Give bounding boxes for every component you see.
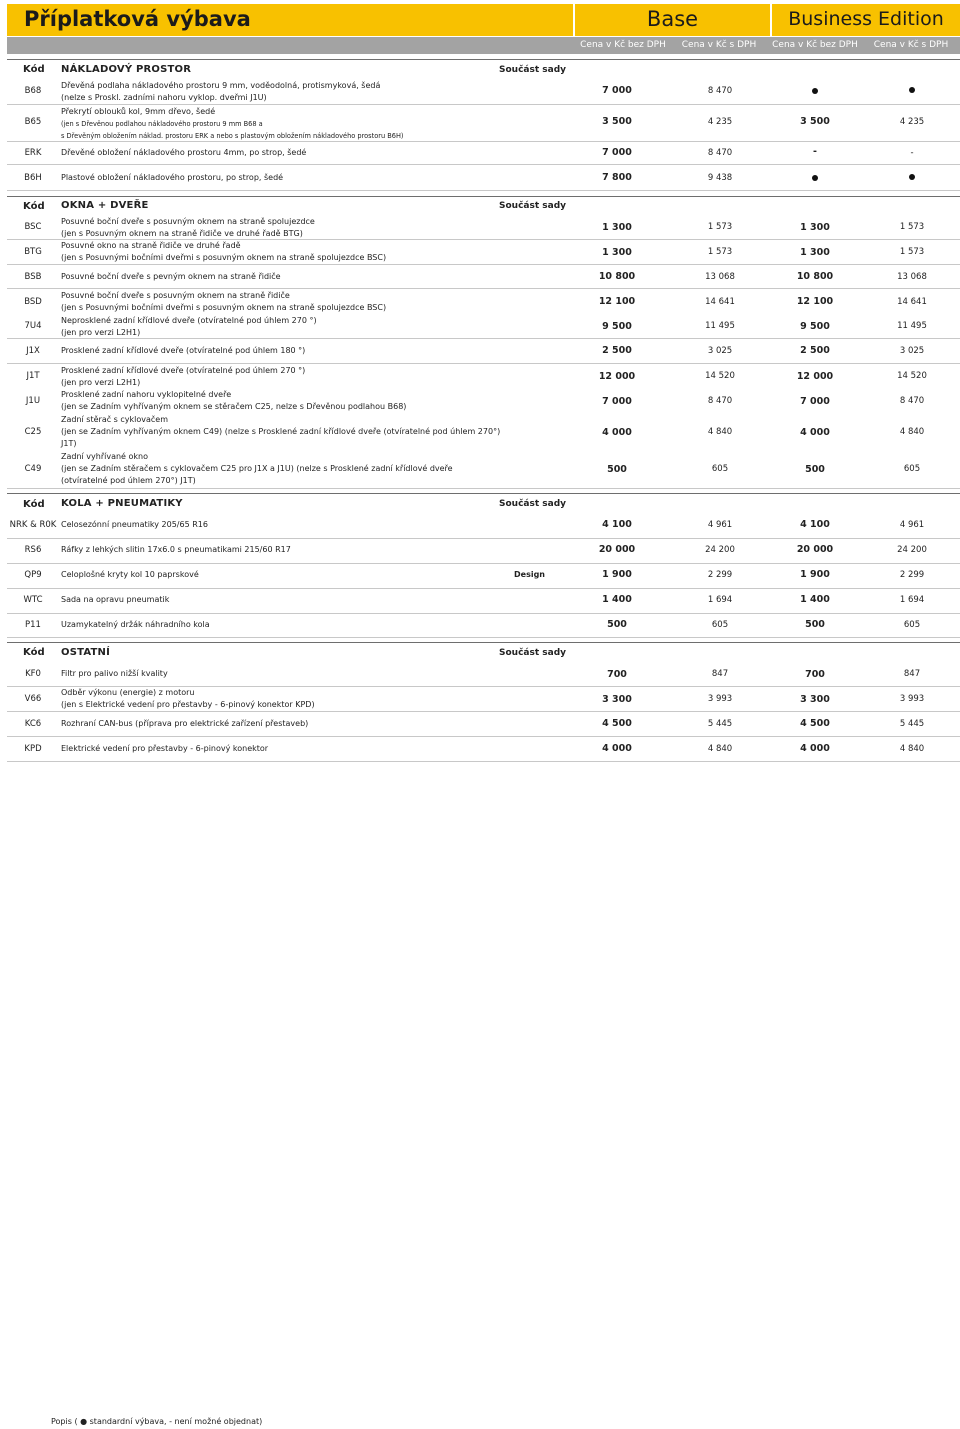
sada-value: Design	[514, 570, 545, 579]
price-business-gross: 14 520	[897, 371, 927, 381]
header-title-cell	[7, 4, 573, 36]
description-line: (jen pro verzi L2H1)	[61, 378, 141, 387]
section-title: OKNA + DVEŘE	[61, 200, 149, 211]
standard-dot-icon	[765, 86, 865, 97]
row-divider	[7, 164, 960, 165]
price-business-net: 9 500	[800, 321, 830, 332]
price-business-net: 10 800	[796, 271, 834, 282]
price-business-net: 500	[805, 619, 825, 630]
section-sada-label: Součást sady	[499, 201, 567, 211]
section-title: NÁKLADOVÝ PROSTOR	[61, 64, 192, 75]
row-code: J1U	[25, 396, 41, 406]
description-line: (nelze s Proskl. zadními nahoru vyklop. dveřmi J1U)	[61, 93, 267, 102]
not-available-mark: -	[910, 148, 914, 158]
price-business-gross: 13 068	[897, 272, 927, 282]
page-title: Příplatková výbava	[24, 7, 251, 31]
price-base-gross: 14 641	[705, 297, 735, 307]
price-base-gross: 8 470	[707, 148, 733, 158]
price-business-net: 1 300	[800, 222, 830, 233]
row-description	[61, 216, 501, 240]
price-business-net: 12 100	[796, 296, 834, 307]
row-divider	[7, 338, 960, 339]
row-description	[61, 315, 501, 339]
price-base-gross: 4 961	[707, 520, 733, 530]
row-code: QP9	[24, 570, 42, 580]
price-column-header-bar	[7, 37, 960, 54]
price-base-net: 7 000	[602, 85, 632, 96]
price-business-gross: 8 470	[899, 396, 925, 406]
row-code: V66	[24, 694, 42, 704]
row-description	[61, 172, 501, 184]
price-base-net: 12 000	[598, 371, 636, 382]
legend-footnote: Popis ( ● standardní výbava, - není možné objednat)	[51, 1417, 263, 1426]
row-code: C25	[24, 427, 42, 437]
row-description	[61, 389, 501, 413]
row-description	[61, 569, 501, 581]
column-header: Cena v Kč bez DPH	[772, 40, 858, 50]
row-code: J1X	[26, 346, 40, 356]
price-business-net: 500	[805, 464, 825, 475]
price-base-net: 3 300	[602, 694, 632, 705]
price-business-gross: 1 573	[899, 222, 925, 232]
row-code: BSD	[24, 297, 42, 307]
row-description	[61, 687, 501, 711]
price-business-gross: 5 445	[899, 719, 925, 729]
description-line: Posuvné boční dveře s posuvným oknem na straně spolujezdce	[61, 217, 315, 226]
description-line: Ráfky z lehkých slitin 17x6.0 s pneumatikami 215/60 R17	[61, 545, 291, 554]
price-base-net: 1 300	[602, 222, 632, 233]
description-line: (jen pro verzi L2H1)	[61, 328, 141, 337]
price-business-net: 3 300	[800, 694, 830, 705]
row-description	[61, 544, 501, 556]
price-base-gross: 3 025	[707, 346, 733, 356]
row-code: BSC	[24, 222, 42, 232]
price-base-net: 1 900	[602, 569, 632, 580]
price-base-net: 7 000	[602, 147, 632, 158]
price-base-net: 7 000	[602, 396, 632, 407]
price-business-net: 4 500	[800, 718, 830, 729]
description-line: (jen s Elektrické vedení pro přestavby - 6-pinový konektor KPD)	[61, 700, 315, 709]
description-line: (jen s Posuvným oknem na straně řidiče ve druhé řadě BTG)	[61, 229, 303, 238]
description-line: Posuvné boční dveře s posuvným oknem na straně řidiče	[61, 291, 290, 300]
price-base-gross: 4 840	[707, 427, 733, 437]
row-divider	[7, 736, 960, 737]
description-line: (jen s Posuvnými bočními dveřmi s posuvným oknem na straně spolujezdce BSC)	[61, 303, 387, 312]
row-code: KF0	[25, 669, 41, 679]
row-divider	[7, 563, 960, 564]
row-code: 7U4	[24, 321, 42, 331]
price-business-gross: 2 299	[899, 570, 925, 580]
price-business-gross: 3 025	[899, 346, 925, 356]
row-code: C49	[24, 464, 42, 474]
price-base-gross: 1 573	[707, 247, 733, 257]
price-business-gross: 4 840	[899, 744, 925, 754]
column-header: Cena v Kč bez DPH	[580, 40, 666, 50]
row-divider	[7, 264, 960, 265]
section-code-label: Kód	[23, 499, 45, 510]
row-divider	[7, 538, 960, 539]
row-divider	[7, 711, 960, 712]
section-sada-label: Součást sady	[499, 648, 567, 658]
description-line: (jen se Zadním vyhřívaným oknem se stěračem C25, nelze s Dřevěnou podlahou B68)	[61, 402, 407, 411]
description-line: (otvíratelné pod úhlem 270°) J1T)	[61, 476, 196, 485]
price-base-gross: 13 068	[705, 272, 735, 282]
description-line: s Dřevěným obložením náklad. prostoru ERK a nebo s plastovým obložením nákladového prostoru B6H)	[61, 132, 404, 140]
price-base-gross: 14 520	[705, 371, 735, 381]
price-base-net: 1 400	[602, 594, 632, 605]
price-base-net: 7 800	[602, 172, 632, 183]
price-base-gross: 3 993	[707, 694, 733, 704]
price-business-gross: 847	[903, 669, 921, 679]
price-base-net: 10 800	[598, 271, 636, 282]
description-line: Uzamykatelný držák náhradního kola	[61, 620, 210, 629]
price-business-net: 4 000	[800, 427, 830, 438]
price-base-net: 9 500	[602, 321, 632, 332]
price-business-net: 7 000	[800, 396, 830, 407]
price-business-net: 3 500	[800, 116, 830, 127]
price-base-net: 20 000	[598, 544, 636, 555]
not-available-mark: -	[813, 146, 817, 157]
standard-dot-icon	[862, 86, 960, 96]
price-base-gross: 11 495	[705, 321, 735, 331]
price-business-gross: 14 641	[897, 297, 927, 307]
row-code: WTC	[23, 595, 43, 605]
row-description	[61, 519, 501, 531]
row-divider	[7, 588, 960, 589]
section-sada-label: Součást sady	[499, 499, 567, 509]
price-base-gross: 2 299	[707, 570, 733, 580]
description-line: Dřevěné obložení nákladového prostoru 4mm, po strop, šedé	[61, 148, 307, 157]
description-line: Posuvné boční dveře s pevným oknem na straně řidiče	[61, 272, 281, 281]
price-business-gross: 1 694	[899, 595, 925, 605]
base-trim-label: Base	[646, 7, 699, 31]
description-line: Celosezónní pneumatiky 205/65 R16	[61, 520, 208, 529]
section-divider	[7, 642, 960, 643]
row-divider	[7, 761, 960, 762]
row-description	[61, 594, 501, 606]
row-code: KC6	[24, 719, 42, 729]
price-base-net: 700	[607, 669, 627, 680]
row-code: NRK & R0K	[9, 520, 57, 530]
row-description	[61, 106, 501, 142]
price-base-net: 4 100	[602, 519, 632, 530]
description-line: Elektrické vedení pro přestavby - 6-pinový konektor	[61, 744, 269, 753]
price-base-gross: 1 573	[707, 222, 733, 232]
section-divider	[7, 493, 960, 494]
price-business-gross: 24 200	[897, 545, 927, 555]
row-divider	[7, 104, 960, 105]
price-business-gross: 11 495	[897, 321, 927, 331]
section-divider	[7, 196, 960, 197]
row-divider	[7, 488, 960, 489]
row-description	[61, 451, 501, 487]
section-code-label: Kód	[23, 647, 45, 658]
description-line: Prosklené zadní křídlové dveře (otvíratelné pod úhlem 270 °)	[61, 366, 306, 375]
price-base-gross: 605	[711, 620, 729, 630]
price-business-gross: 605	[903, 464, 921, 474]
row-divider	[7, 363, 960, 364]
row-divider	[7, 190, 960, 191]
section-title: OSTATNÍ	[61, 647, 111, 658]
row-description	[61, 80, 501, 104]
row-description	[61, 743, 501, 755]
row-code: RS6	[24, 545, 42, 555]
description-line: Posuvné okno na straně řidiče ve druhé řadě	[61, 241, 241, 250]
price-business-gross: 4 961	[899, 520, 925, 530]
business-trim-label: Business Edition	[788, 8, 944, 30]
description-line: (jen s Posuvnými bočními dveřmi s posuvným oknem na straně spolujezdce BSC)	[61, 253, 387, 262]
description-line: Rozhraní CAN-bus (příprava pro elektrické zařízení přestaveb)	[61, 719, 309, 728]
section-sada-label: Součást sady	[499, 65, 567, 75]
section-code-label: Kód	[23, 201, 45, 212]
price-business-net: 4 000	[800, 743, 830, 754]
row-description	[61, 619, 501, 631]
price-base-net: 1 300	[602, 247, 632, 258]
row-description	[61, 668, 501, 680]
row-divider	[7, 288, 960, 289]
price-base-gross: 847	[711, 669, 729, 679]
price-base-gross: 1 694	[707, 595, 733, 605]
row-code: ERK	[24, 148, 42, 158]
price-base-net: 4 500	[602, 718, 632, 729]
description-line: Odběr výkonu (energie) z motoru	[61, 688, 195, 697]
price-business-net: 4 100	[800, 519, 830, 530]
price-base-gross: 8 470	[707, 86, 733, 96]
description-line: Neprosklené zadní křídlové dveře (otvíratelné pod úhlem 270 °)	[61, 316, 317, 325]
price-business-net: 20 000	[796, 544, 834, 555]
price-base-net: 2 500	[602, 345, 632, 356]
row-description	[61, 718, 501, 730]
price-business-net: 1 400	[800, 594, 830, 605]
description-line: Prosklené zadní nahoru vyklopitelné dveře	[61, 390, 232, 399]
price-base-gross: 9 438	[707, 173, 733, 183]
standard-dot-icon	[862, 173, 960, 183]
section-title: KOLA + PNEUMATIKY	[61, 498, 183, 509]
price-base-net: 12 100	[598, 296, 636, 307]
standard-dot-icon	[765, 173, 865, 184]
price-base-net: 4 000	[602, 743, 632, 754]
description-line: Prosklené zadní křídlové dveře (otvíratelné pod úhlem 180 °)	[61, 346, 306, 355]
header-base-cell	[573, 4, 770, 36]
description-line: Zadní vyhřívané okno	[61, 452, 149, 461]
price-business-gross: 605	[903, 620, 921, 630]
row-code: B68	[24, 86, 42, 96]
row-code: B6H	[24, 173, 42, 183]
price-base-net: 500	[607, 464, 627, 475]
section-divider	[7, 59, 960, 60]
column-header: Cena v Kč s DPH	[681, 40, 757, 50]
price-business-net: 1 900	[800, 569, 830, 580]
row-description	[61, 365, 501, 389]
price-business-net: 2 500	[800, 345, 830, 356]
row-description	[61, 414, 501, 450]
description-line: Sada na opravu pneumatik	[61, 595, 170, 604]
column-header: Cena v Kč s DPH	[873, 40, 949, 50]
row-description	[61, 345, 501, 357]
price-base-net: 4 000	[602, 427, 632, 438]
row-code: P11	[25, 620, 41, 630]
section-code-label: Kód	[23, 64, 45, 75]
row-code: KPD	[24, 744, 42, 754]
row-divider	[7, 141, 960, 142]
price-business-gross: 4 840	[899, 427, 925, 437]
row-divider	[7, 613, 960, 614]
description-line: Zadní stěrač s cyklovačem	[61, 415, 168, 424]
price-base-gross: 24 200	[705, 545, 735, 555]
row-description	[61, 240, 501, 264]
description-line: (jen s Dřevěnou podlahou nákladového prostoru 9 mm B68 a	[61, 120, 263, 128]
description-line: (jen se Zadním vyhřívaným oknem C49) (nelze s Prosklené zadní křídlové dveře (otvíratelné pod úhlem 270°)	[61, 427, 501, 436]
price-base-net: 500	[607, 619, 627, 630]
description-line: (jen se Zadním stěračem s cyklovačem C25 pro J1X a J1U) (nelze s Prosklené zadní křídlové dveře	[61, 464, 453, 473]
header-business-cell	[770, 4, 960, 36]
description-line: Celoplošné kryty kol 10 paprskové	[61, 570, 199, 579]
price-business-net: 12 000	[796, 371, 834, 382]
row-code: BTG	[24, 247, 42, 257]
price-business-net: 1 300	[800, 247, 830, 258]
price-base-gross: 4 235	[707, 117, 733, 127]
row-code: B65	[24, 117, 42, 127]
price-business-net: 700	[805, 669, 825, 680]
price-base-gross: 605	[711, 464, 729, 474]
row-divider	[7, 637, 960, 638]
description-line: Překrytí oblouků kol, 9mm dřevo, šedé	[61, 107, 216, 116]
description-line: Plastové obložení nákladového prostoru, po strop, šedé	[61, 173, 284, 182]
description-line: J1T)	[61, 439, 77, 448]
description-line: Dřevěná podlaha nákladového prostoru 9 mm, voděodolná, protismyková, šedá	[61, 81, 381, 90]
price-business-gross: 1 573	[899, 247, 925, 257]
description-line: Filtr pro palivo nižší kvality	[61, 669, 168, 678]
row-description	[61, 290, 501, 314]
page-header	[7, 4, 960, 36]
price-base-net: 3 500	[602, 116, 632, 127]
row-description	[61, 147, 501, 159]
price-business-gross: 4 235	[899, 117, 925, 127]
row-description	[61, 271, 501, 283]
row-code: BSB	[24, 272, 42, 282]
row-code: J1T	[26, 371, 40, 381]
price-base-gross: 4 840	[707, 744, 733, 754]
price-business-gross: 3 993	[899, 694, 925, 704]
price-base-gross: 8 470	[707, 396, 733, 406]
price-base-gross: 5 445	[707, 719, 733, 729]
